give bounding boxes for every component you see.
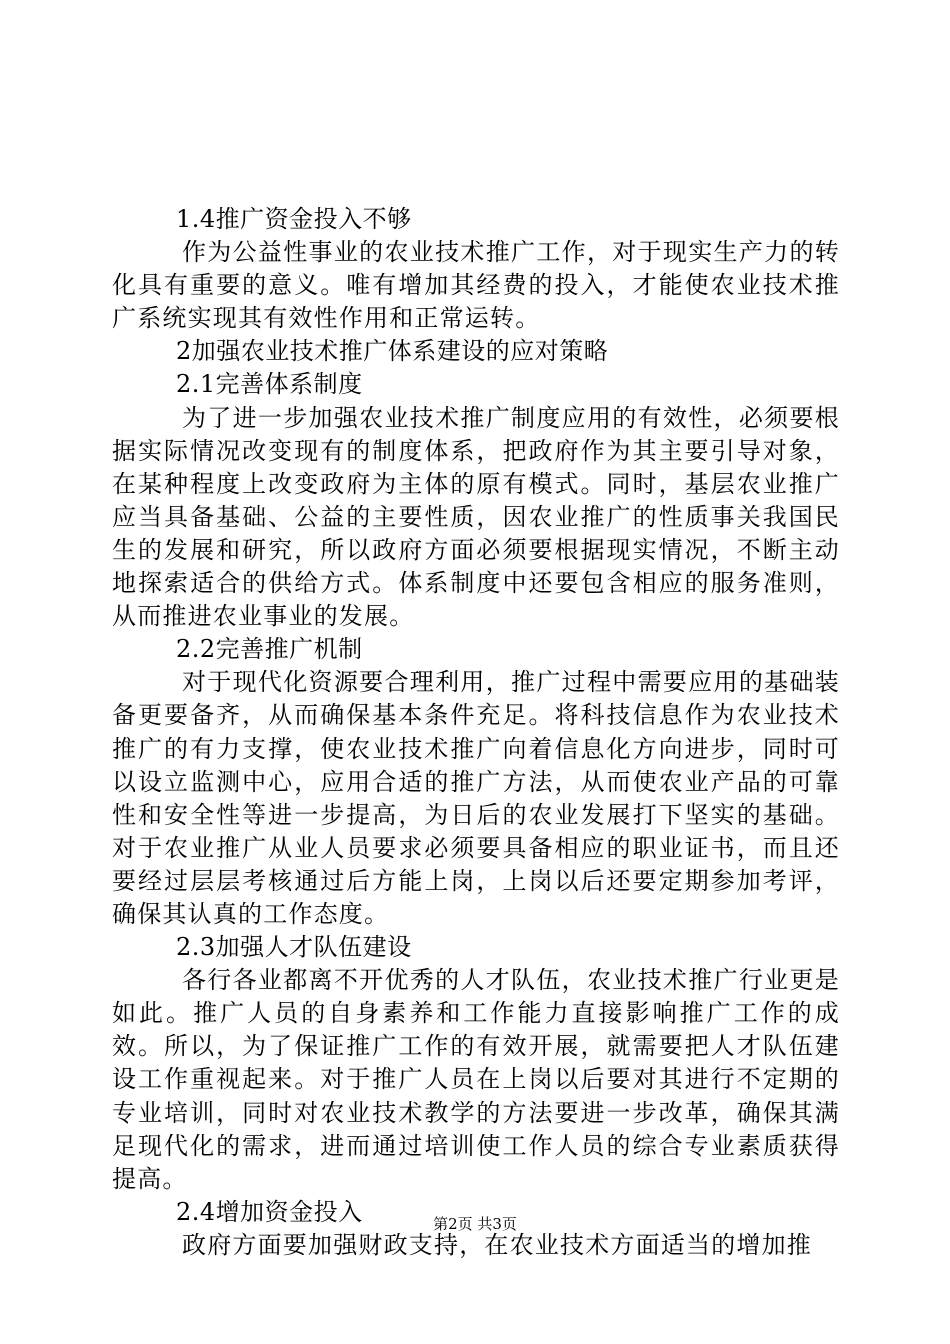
section-heading-2-1: 2.1完善体系制度	[176, 370, 363, 399]
section-heading-2-2: 2.2完善推广机制	[176, 635, 363, 664]
document-body	[112, 203, 840, 1262]
paragraph-system-improvement: 为了进一步加强农业技术推广制度应用的有效性，必须要根据实际情况改变现有的制度体系，把政府作为其主要引导对象，在某种程度上改变政府为主体的原有模式。同时，基层农业推广应当具备基础、公益的主要性质，因农业推广的性质事关我国民生的发展和研究，所以政府方面必须要根据现实情况，不断主动地探索适合的供给方式。体系制度中还要包含相应的服务准则，从而推进农业事业的发展。	[112, 403, 840, 631]
section-heading-2-3: 2.3加强人才队伍建设	[176, 933, 412, 962]
paragraph-funding-insufficient: 作为公益性事业的农业技术推广工作，对于现实生产力的转化具有重要的意义。唯有增加其经费的投入，才能使农业技术推广系统实现其有效性作用和正常运转。	[112, 238, 840, 333]
paragraph-mechanism-improvement: 对于现代化资源要合理利用，推广过程中需要应用的基础装备更要备齐，从而确保基本条件充足。将科技信息作为农业技术推广的有力支撑，使农业技术推广向着信息化方向进步，同时可以设立监测中心，应用合适的推广方法，从而使农业产品的可靠性和安全性等进一步提高，为日后的农业发展打下坚实的基础。对于农业推广从业人员要求必须要具备相应的职业证书，而且还要经过层层考核通过后方能上岗，上岗以后还要定期参加考评，确保其认真的工作态度。	[112, 668, 840, 928]
paragraph-increase-funding: 政府方面要加强财政支持，在农业技术方面适当的增加推	[182, 1230, 812, 1259]
paragraph-talent-team: 各行各业都离不开优秀的人才队伍，农业技术推广行业更是如此。推广人员的自身素养和工作能力直接影响推广工作的成效。所以，为了保证推广工作的有效开展，就需要把人才队伍建设工作重视起来。对于推广人员在上岗以后要对其进行不定期的专业培训，同时对农业技术教学的方法要进一步改革，确保其满足现代化的需求，进而通过培训使工作人员的综合专业素质获得提高。	[112, 966, 840, 1193]
section-heading-2: 2加强农业技术推广体系建设的应对策略	[176, 337, 609, 366]
section-heading-1-4: 1.4推广资金投入不够	[176, 205, 412, 233]
section-heading-2-4: 2.4增加资金投入	[176, 1197, 363, 1226]
page-footer: 第2页 共3页	[433, 1215, 517, 1233]
